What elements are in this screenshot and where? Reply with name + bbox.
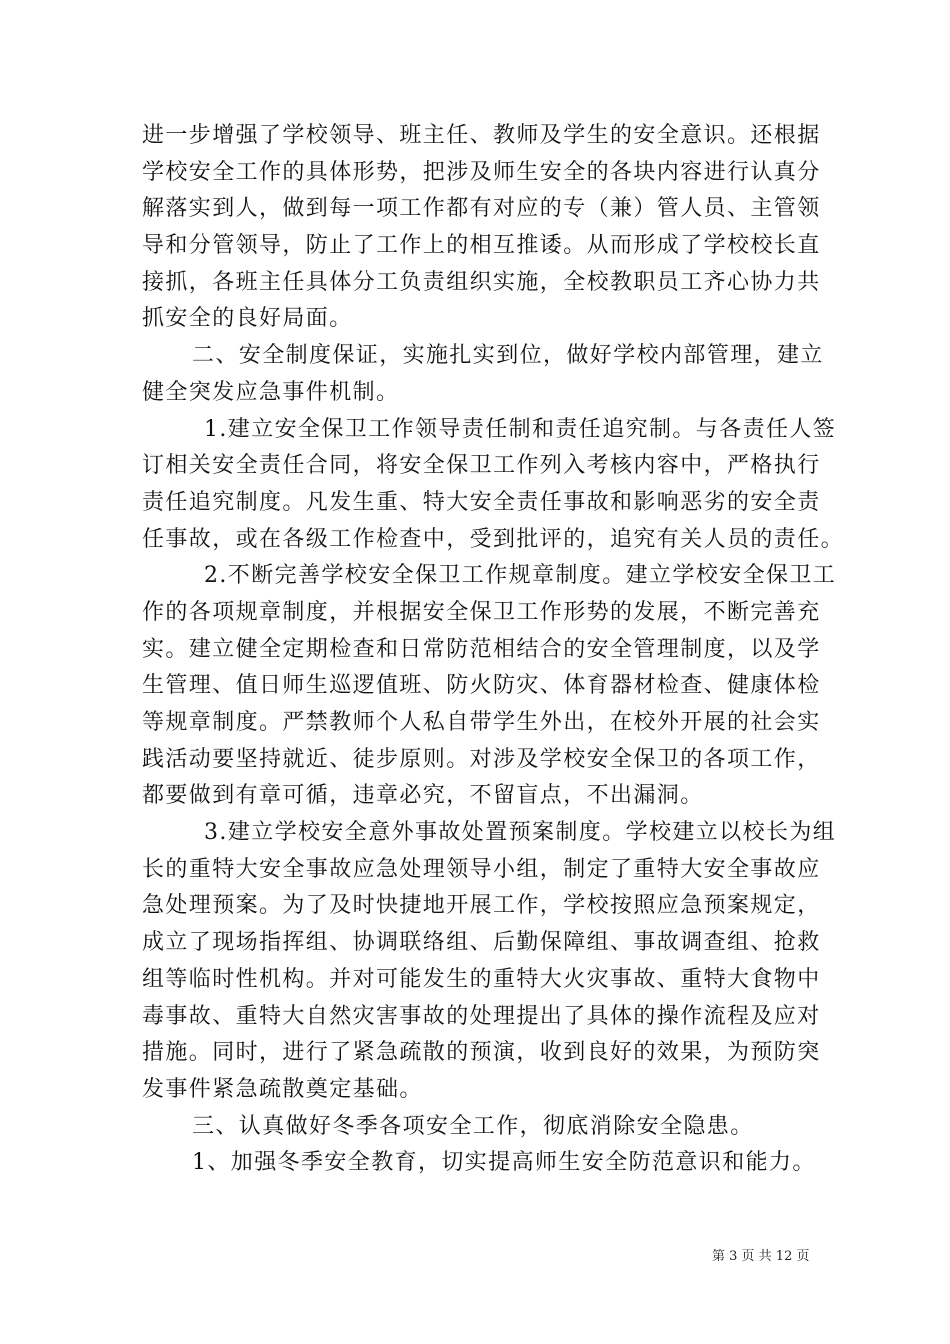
text-line: 实。建立健全定期检查和日常防范相结合的安全管理制度，以及学 — [142, 636, 821, 662]
item-heading-3: 3.建立学校安全意外事故处置预案制度。学校建立以校长为组 — [204, 820, 837, 846]
item-heading-2: 2.不断完善学校安全保卫工作规章制度。建立学校安全保卫工 — [204, 563, 837, 589]
text-line: 践活动要坚持就近、徒步原则。对涉及学校安全保卫的各项工作， — [142, 746, 821, 772]
text-line: 任事故，或在各级工作检查中，受到批评的，追究有关人员的责任。 — [142, 526, 845, 552]
item-heading-1: 1.建立安全保卫工作领导责任制和责任追究制。与各责任人签 — [204, 416, 837, 442]
text-line: 都要做到有章可循，违章必究，不留盲点，不出漏洞。 — [142, 783, 704, 809]
text-line: 责任追究制度。凡发生重、特大安全责任事故和影响恶劣的安全责 — [142, 489, 821, 515]
text-line: 发事件紧急疏散奠定基础。 — [142, 1076, 423, 1102]
text-line: 抓安全的良好局面。 — [142, 306, 353, 332]
text-line: 订相关安全责任合同，将安全保卫工作列入考核内容中，严格执行 — [142, 453, 821, 479]
text-line: 组等临时性机构。并对可能发生的重特大火灾事故、重特大食物中 — [142, 966, 821, 992]
section-heading-3: 三、认真做好冬季各项安全工作，彻底消除安全隐患。 — [192, 1113, 754, 1139]
text-line: 措施。同时，进行了紧急疏散的预演，收到良好的效果，为预防突 — [142, 1040, 821, 1066]
text-line: 急处理预案。为了及时快捷地开展工作，学校按照应急预案规定， — [142, 893, 821, 919]
text-line: 进一步增强了学校领导、班主任、教师及学生的安全意识。还根据 — [142, 123, 821, 148]
page-number-footer: 第 3 页 共 12 页 — [712, 1249, 810, 1264]
text-line: 等规章制度。严禁教师个人私自带学生外出，在校外开展的社会实 — [142, 710, 821, 735]
text-line: 导和分管领导，防止了工作上的相互推诿。从而形成了学校校长直 — [142, 233, 821, 259]
section-heading-2: 二、安全制度保证，实施扎实到位，做好学校内部管理，建立 — [192, 343, 824, 369]
text-line: 解落实到人，做到每一项工作都有对应的专（兼）管人员、主管领 — [142, 196, 821, 222]
text-line: 成立了现场指挥组、协调联络组、后勤保障组、事故调查组、抢救 — [142, 930, 821, 956]
text-line: 作的各项规章制度，并根据安全保卫工作形势的发展，不断完善充 — [142, 599, 821, 625]
item-heading-3-1: 1、加强冬季安全教育，切实提高师生安全防范意识和能力。 — [192, 1150, 816, 1176]
text-line: 接抓，各班主任具体分工负责组织实施，全校教职员工齐心协力共 — [142, 269, 821, 295]
text-line: 健全突发应急事件机制。 — [142, 379, 400, 405]
text-line: 长的重特大安全事故应急处理领导小组，制定了重特大安全事故应 — [142, 856, 821, 882]
text-line: 学校安全工作的具体形势，把涉及师生安全的各块内容进行认真分 — [142, 159, 821, 185]
document-body — [142, 118, 845, 1182]
text-line: 毒事故、重特大自然灾害事故的处理提出了具体的操作流程及应对 — [142, 1003, 821, 1029]
text-line: 生管理、值日师生巡逻值班、防火防灾、体育器材检查、健康体检 — [142, 673, 821, 699]
